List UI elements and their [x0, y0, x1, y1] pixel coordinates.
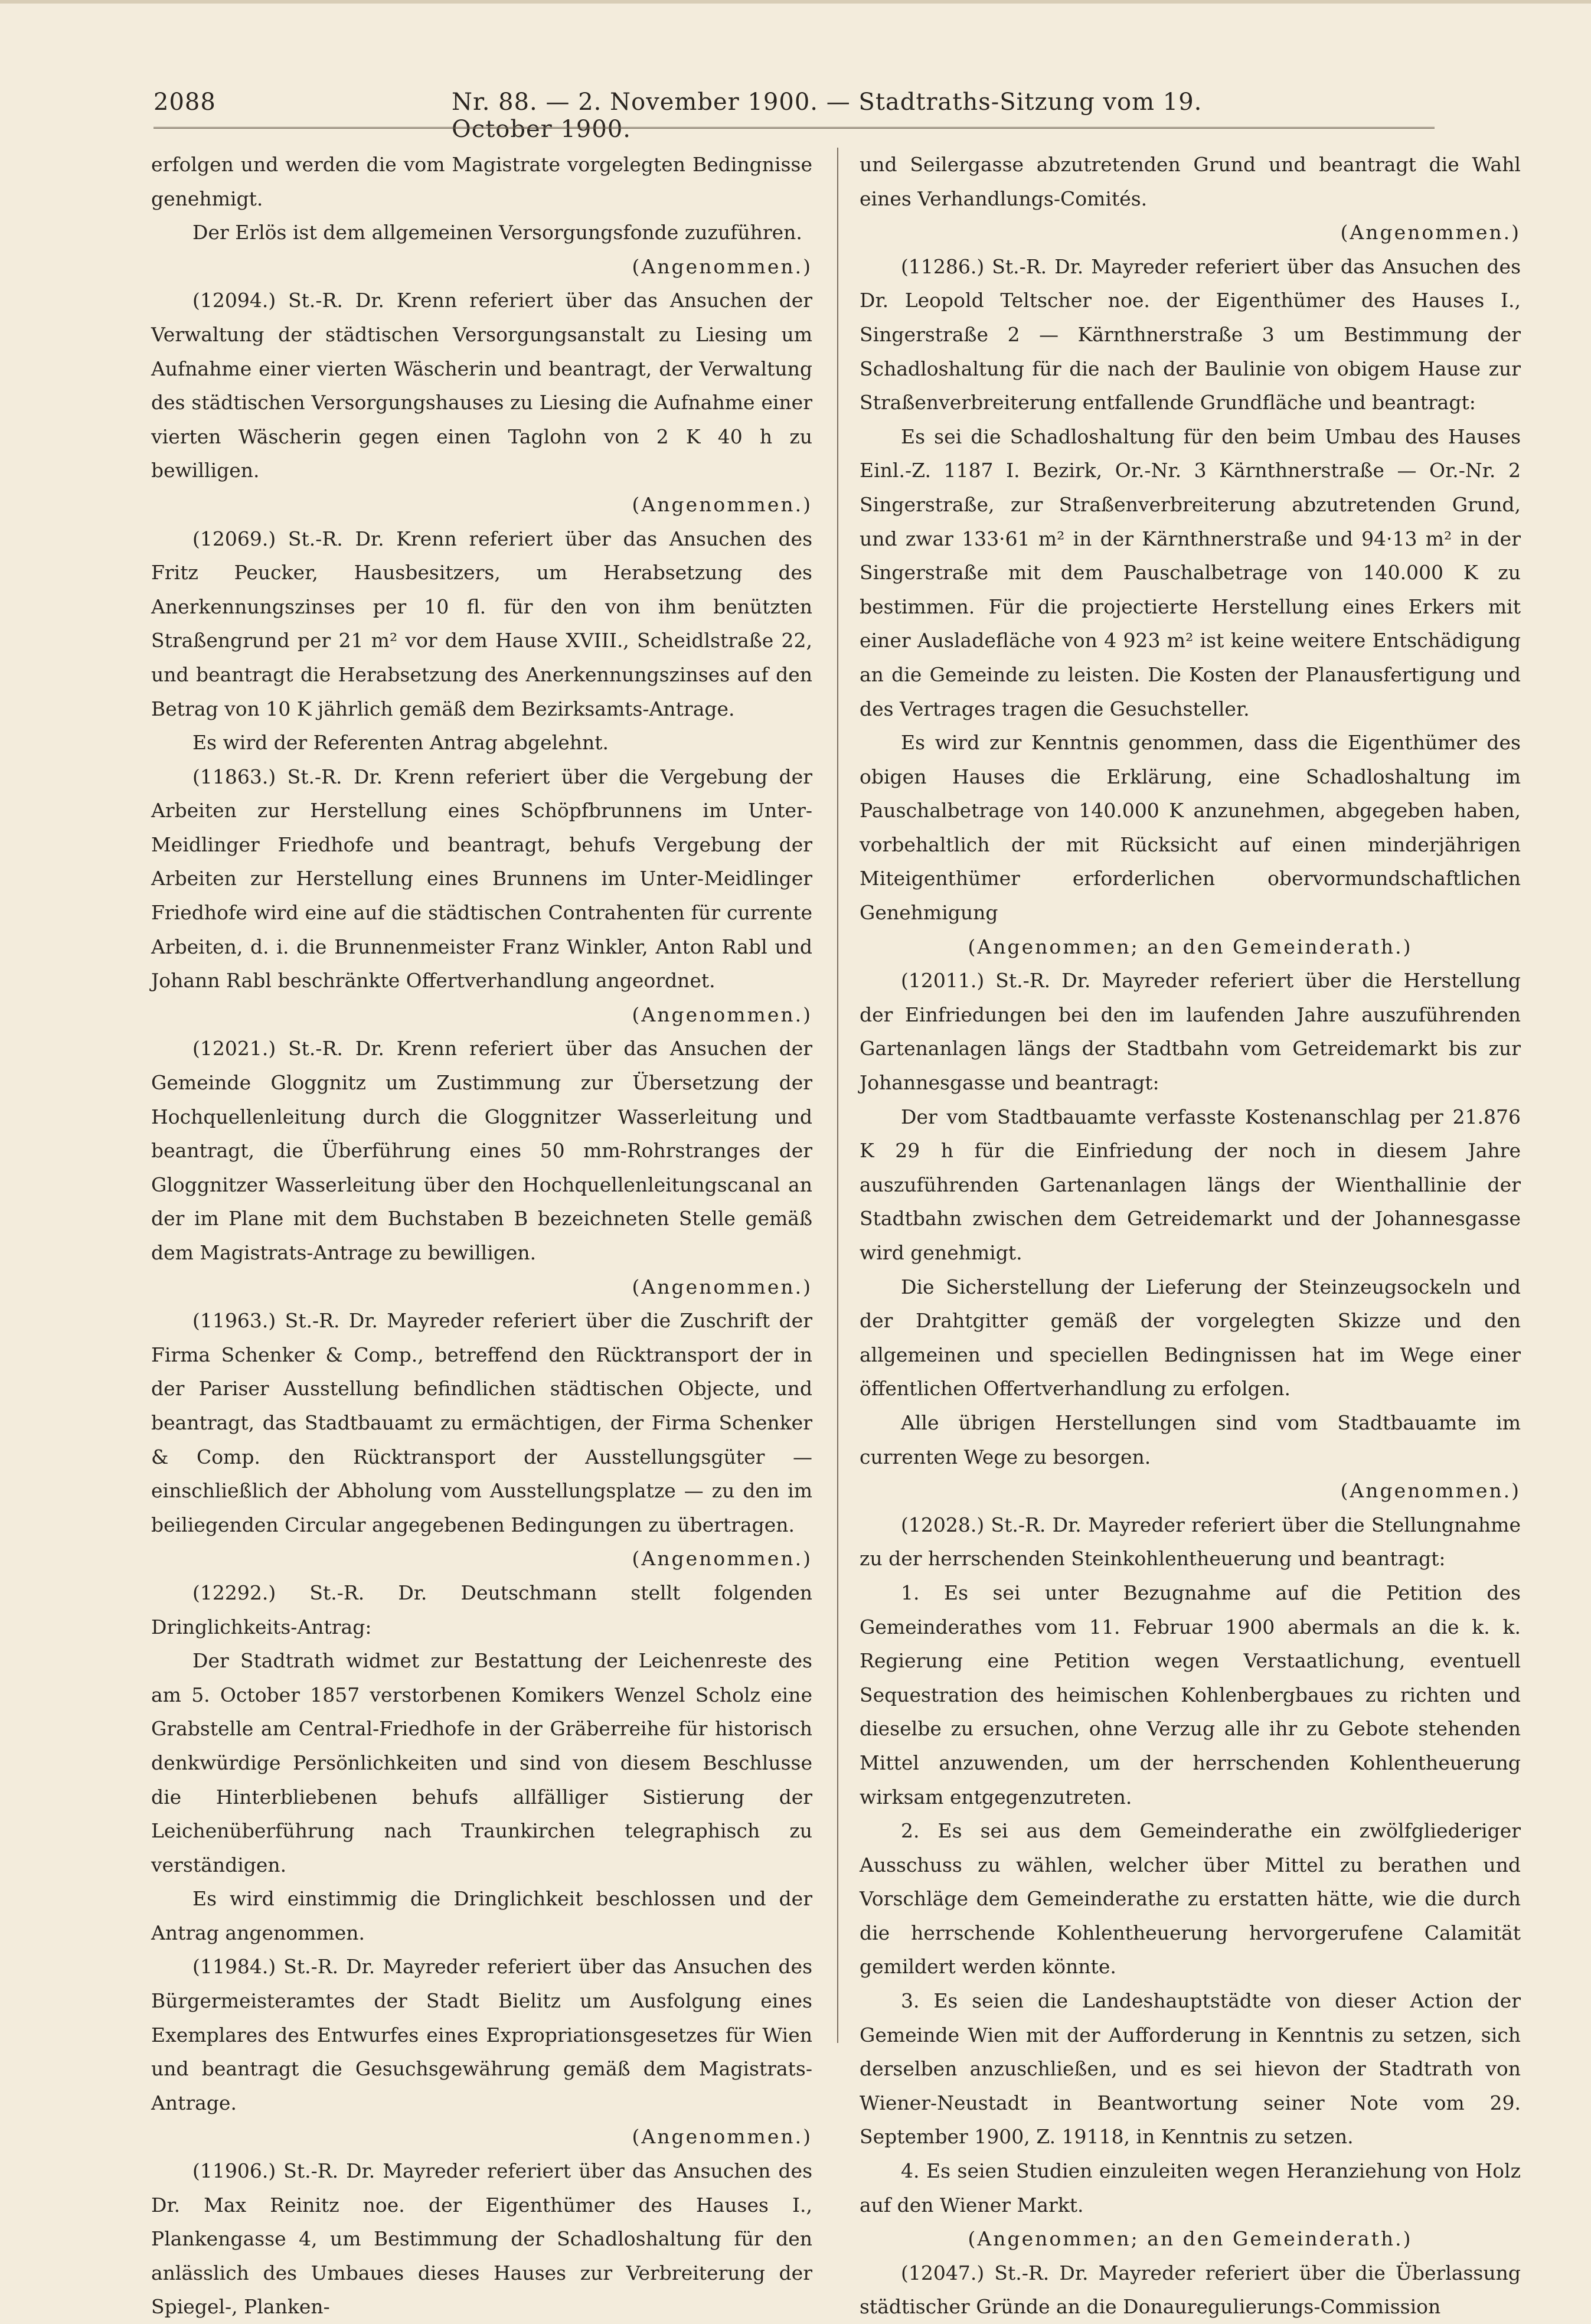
- paragraph: (12028.) St.-R. Dr. Mayreder referiert über die Stellungnahme zu der herrschenden Steinkohlentheuerung und beantragt:: [860, 1513, 1521, 1571]
- paragraph: (11906.) St.-R. Dr. Mayreder referiert über das Ansuchen des Dr. Max Reinitz noe. der Eigenthümer des Hauses I., Plankengasse 4, um Bestimmung der Schadloshaltung für den anlässlich des Umbaues dieses Hauses zur Verbreiterung der Spiegel-, Planken-: [151, 2159, 812, 2319]
- page-number: 2088: [153, 89, 216, 116]
- resolution-verdict: (Angenommen.): [632, 254, 812, 278]
- paragraph: (12069.) St.-R. Dr. Krenn referiert über das Ansuchen des Fritz Peucker, Hausbesitzers, um Herabsetzung des Anerkennungszinses per 10 fl. für den von ihm benützten Straßengrund per 21 m² vor dem Hause XVIII., Scheidlstraße 22, und beantragt die Herabsetzung des Anerkennungszinses auf den Betrag von 10 K jährlich gemäß dem Bezirksamts-Antrage.: [151, 527, 812, 720]
- paragraph: (11963.) St.-R. Dr. Mayreder referiert über die Zuschrift der Firma Schenker & Comp., betreffend den Rücktransport der in der Pariser Ausstellung befindlichen städtischen Objecte, und beantragt, das Stadtbauamt zu ermächtigen, der Firma Schenker & Comp. den Rücktransport der Ausstellungsgüter — einschließlich der Abholung vom Ausstellungsplatze — zu den im beiliegenden Circular angegebenen Bedingungen zu übertragen.: [151, 1309, 812, 1536]
- paragraph: erfolgen und werden die vom Magistrate vorgelegten Bedingnisse genehmigt.: [151, 153, 812, 210]
- paragraph: (12011.) St.-R. Dr. Mayreder referiert über die Herstellung der Einfriedungen bei den im laufenden Jahre auszuführenden Gartenanlagen längs der Stadtbahn vom Getreidemarkt bis zur Johannesgasse und beantragt:: [860, 969, 1521, 1095]
- resolution-verdict: (Angenommen.): [1340, 221, 1521, 244]
- paragraph: Es sei die Schadloshaltung für den beim Umbau des Hauses Einl.-Z. 1187 I. Bezirk, Or.-Nr. 3 Kärnthnerstraße — Or.-Nr. 2 Singerstraße, zur Straßenverbreiterung abzutretenden Grund, und zwar 133·61 m² in der Kärnthnerstraße und 94·13 m² in der Singerstraße mit dem Pauschalbetrage von 140.000 K zu bestimmen. Für die projectierte Herstellung eines Erkers mit einer Ausladefläche von 4 923 m² ist keine weitere Entschädigung an die Gemeinde zu leisten. Die Kosten der Planausfertigung und des Vertrages tragen die Gesuchsteller.: [860, 425, 1521, 720]
- resolution-verdict: (Angenommen; an den Gemeinderath.): [968, 935, 1413, 958]
- running-title: Nr. 88. — 2. November 1900. — Stadtraths-Sitzung vom 19. October 1900.: [452, 89, 1203, 143]
- right-column: [860, 148, 1521, 2324]
- left-column: [151, 148, 812, 2324]
- paragraph: (12292.) St.-R. Dr. Deutschmann stellt folgenden Dringlichkeits-Antrag:: [151, 1581, 812, 1638]
- paragraph: (12021.) St.-R. Dr. Krenn referiert über das Ansuchen der Gemeinde Gloggnitz um Zustimmung zur Übersetzung der Hochquellenleitung durch die Gloggnitzer Wasserleitung und beantragt, die Überführung eines 50 mm-Rohrstranges der Gloggnitzer Wasserleitung über den Hochquellenleitungscanal an der im Plane mit dem Buchstaben B bezeichneten Stelle gemäß dem Magistrats-Antrage zu bewilligen.: [151, 1037, 812, 1264]
- column-divider: [837, 148, 838, 2043]
- resolution-verdict: (Angenommen.): [632, 1003, 812, 1026]
- resolution-verdict: (Angenommen; an den Gemeinderath.): [968, 2227, 1413, 2251]
- resolution-verdict: (Angenommen.): [632, 1547, 812, 1571]
- paragraph: Der Stadtrath widmet zur Bestattung der Leichenreste des am 5. October 1857 verstorbenen Komikers Wenzel Scholz eine Grabstelle am Central-Friedhofe in der Gräberreihe für historisch denkwürdige Persönlichkeiten und sind von diesem Beschlusse die Hinterbliebenen behufs allfälliger Sistierung der Leichenüberführung nach Traunkirchen telegraphisch zu verständigen.: [151, 1649, 812, 1876]
- resolution-verdict: (Angenommen.): [1340, 1479, 1521, 1503]
- page-edge: [0, 0, 1591, 4]
- paragraph: 3. Es seien die Landeshauptstädte von dieser Action der Gemeinde Wien mit der Aufforderung in Kenntnis zu setzen, sich derselben anzuschließen, und es sei hievon der Stadtrath von Wiener-Neustadt in Beantwortung seiner Note vom 29. September 1900, Z. 19118, in Kenntnis zu setzen.: [860, 1989, 1521, 2149]
- paragraph: (12047.) St.-R. Dr. Mayreder referiert über die Überlassung städtischer Gründe an die Donauregulierungs-Commission: [860, 2261, 1521, 2319]
- page-header: [153, 89, 1275, 143]
- paragraph: Der vom Stadtbauamte verfasste Kostenanschlag per 21.876 K 29 h für die Einfriedung der noch in diesem Jahre auszuführenden Gartenanlagen längs der Wienthallinie der Stadtbahn zwischen dem Getreidemarkt und der Johannesgasse wird genehmigt.: [860, 1105, 1521, 1264]
- resolution-verdict: (Angenommen.): [632, 492, 812, 516]
- paragraph: Es wird zur Kenntnis genommen, dass die Eigenthümer des obigen Hauses die Erklärung, eine Schadloshaltung im Pauschalbetrage von 140.000 K anzunehmen, abgegeben haben, vorbehaltlich der mit Rücksicht auf einen minderjährigen Miteigenthümer erforderlichen obervormundschaftlichen Genehmigung: [860, 731, 1521, 925]
- resolution-verdict: (Angenommen.): [632, 2125, 812, 2149]
- paragraph: (12094.) St.-R. Dr. Krenn referiert über das Ansuchen der Verwaltung der städtischen Versorgungsanstalt zu Liesing um Aufnahme einer vierten Wäscherin und beantragt, der Verwaltung des städtischen Versorgungshauses zu Liesing die Aufnahme einer vierten Wäscherin gegen einen Taglohn von 2 K 40 h zu bewilligen.: [151, 289, 812, 482]
- paragraph: Es wird einstimmig die Dringlichkeit beschlossen und der Antrag angenommen.: [151, 1887, 812, 1944]
- paragraph: (11984.) St.-R. Dr. Mayreder referiert über das Ansuchen des Bürgermeisteramtes der Stadt Bielitz um Ausfolgung eines Exemplares des Entwurfes eines Expropriationsgesetzes für Wien und beantragt die Gesuchsgewährung gemäß dem Magistrats-Antrage.: [151, 1955, 812, 2114]
- paragraph: (11863.) St.-R. Dr. Krenn referiert über die Vergebung der Arbeiten zur Herstellung eines Schöpfbrunnens im Unter-Meidlinger Friedhofe und beantragt, behufs Vergebung der Arbeiten zur Herstellung eines Brunnens im Unter-Meidlinger Friedhofe wird eine auf die städtischen Contrahenten für currente Arbeiten, d. i. die Brunnenmeister Franz Winkler, Anton Rabl und Johann Rabl beschränkte Offertverhandlung angeordnet.: [151, 765, 812, 993]
- header-rule: [153, 127, 1435, 135]
- resolution-verdict: (Angenommen.): [632, 1275, 812, 1298]
- paragraph: Alle übrigen Herstellungen sind vom Stadtbauamte im currenten Wege zu besorgen.: [860, 1411, 1521, 1468]
- paragraph: (11286.) St.-R. Dr. Mayreder referiert über das Ansuchen des Dr. Leopold Teltscher noe. der Eigenthümer des Hauses I., Singerstraße 2 — Kärnthnerstraße 3 um Bestimmung der Schadloshaltung für die nach der Baulinie von obigem Hause zur Straßenverbreiterung entfallende Grundfläche und beantragt:: [860, 254, 1521, 414]
- paragraph: Die Sicherstellung der Lieferung der Steinzeugsockeln und der Drahtgitter gemäß der vorgelegten Skizze und den allgemeinen und speciellen Bedingnissen hat im Wege einer öffentlichen Offertverhandlung zu erfolgen.: [860, 1275, 1521, 1401]
- paragraph: 1. Es sei unter Bezugnahme auf die Petition des Gemeinderathes vom 11. Februar 1900 abermals an die k. k. Regierung eine Petition wegen Verstaatlichung, eventuell Sequestration des heimischen Kohlenbergbaues zu richten und dieselbe zu ersuchen, ohne Verzug alle ihr zu Gebote stehenden Mittel anzuwenden, um der herrschenden Kohlentheuerung wirksam entgegenzutreten.: [860, 1581, 1521, 1809]
- paragraph: 4. Es seien Studien einzuleiten wegen Heranziehung von Holz auf den Wiener Markt.: [860, 2159, 1521, 2217]
- paragraph: 2. Es sei aus dem Gemeinderathe ein zwölfgliederiger Ausschuss zu wählen, welcher über Mittel zu berathen und Vorschläge dem Gemeinderathe zu erstatten hätte, wie die durch die herrschende Kohlentheuerung hervorgerufene Calamität gemildert werden könnte.: [860, 1819, 1521, 1979]
- paragraph: Der Erlös ist dem allgemeinen Versorgungsfonde zuzuführen.: [192, 221, 802, 244]
- paragraph: Es wird der Referenten Antrag abgelehnt.: [192, 731, 609, 755]
- paragraph: und Seilergasse abzutretenden Grund und beantragt die Wahl eines Verhandlungs-Comités.: [860, 153, 1521, 210]
